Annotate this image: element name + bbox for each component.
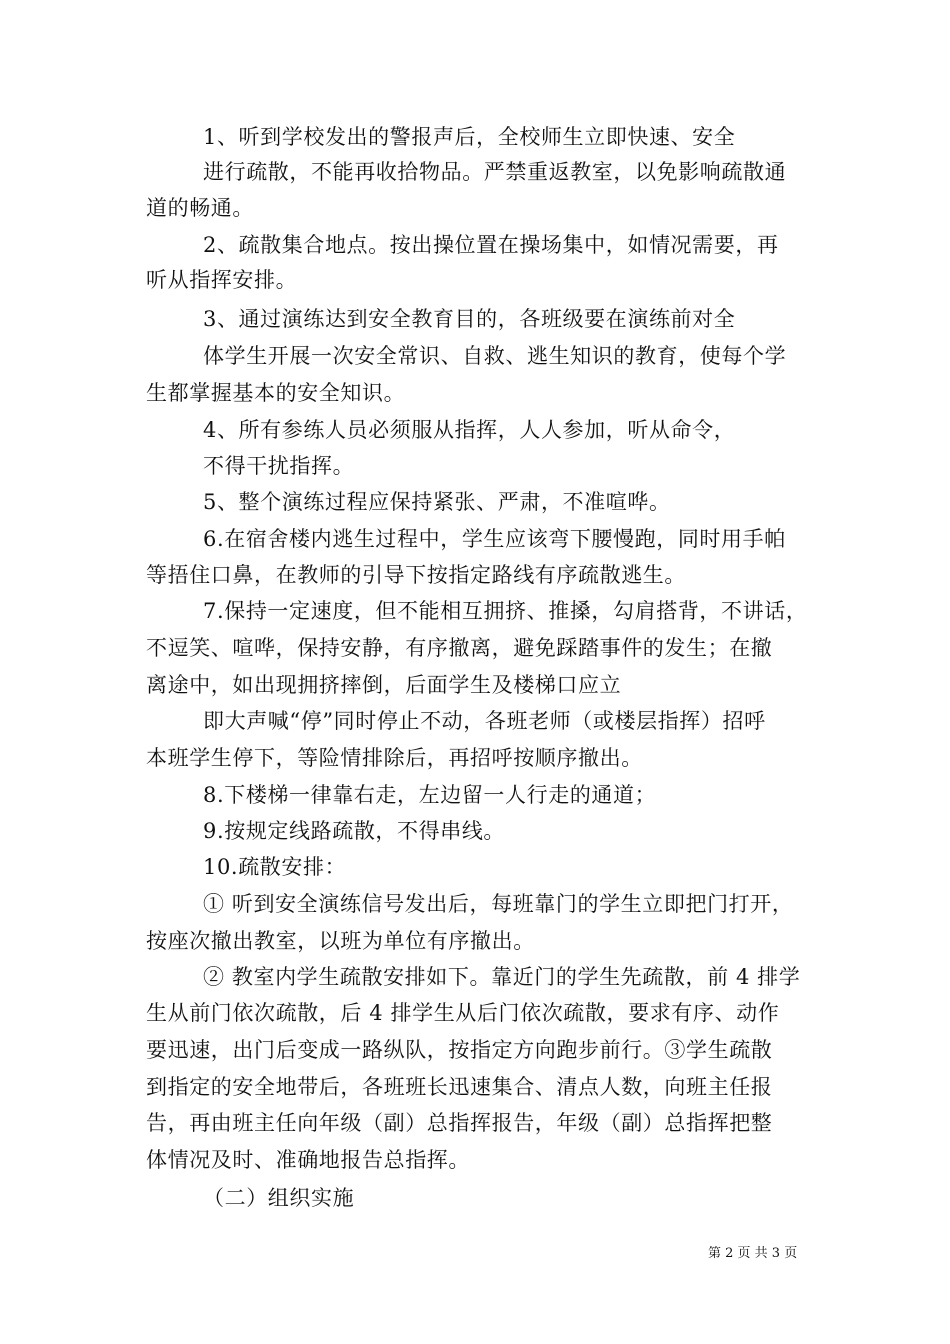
text-line: 体学生开展一次安全常识、自救、逃生知识的教育，使每个学 — [203, 344, 787, 368]
text-line: 要迅速，出门后变成一路纵队，按指定方向跑步前行。③学生疏散 — [146, 1038, 773, 1062]
text-line: 7.保持一定速度，但不能相互拥挤、推搡，勾肩搭背，不讲话， — [203, 599, 808, 623]
text-line: 1、听到学校发出的警报声后，全校师生立即快速、安全 — [203, 125, 736, 149]
text-line: 生都掌握基本的安全知识。 — [146, 381, 406, 405]
text-line: 等捂住口鼻，在教师的引导下按指定路线有序疏散逃生。 — [146, 563, 686, 587]
text-line: 按座次撤出教室，以班为单位有序撤出。 — [146, 929, 535, 953]
text-line: 体情况及时、准确地报告总指挥。 — [146, 1148, 470, 1172]
text-line: 3、通过演练达到安全教育目的，各班级要在演练前对全 — [203, 307, 736, 331]
text-line: 生从前门依次疏散，后 4 排学生从后门依次疏散，要求有序、动作 — [146, 1001, 780, 1025]
text-line: 4、所有参练人员必须服从指挥，人人参加，听从命令， — [203, 418, 736, 442]
text-line: 到指定的安全地带后，各班班长迅速集合、清点人数，向班主任报 — [146, 1075, 773, 1099]
text-line: 5、整个演练过程应保持紧张、严肃，不准喧哗。 — [203, 490, 671, 514]
text-line: 6.在宿舍楼内逃生过程中，学生应该弯下腰慢跑，同时用手帕 — [203, 527, 786, 551]
page-number: 第 2 页 共 3 页 — [708, 1246, 798, 1261]
text-line: 道的畅通。 — [146, 196, 254, 220]
section-heading: （二）组织实施 — [203, 1186, 355, 1210]
text-line: ② 教室内学生疏散安排如下。靠近门的学生先疏散，前 4 排学 — [203, 965, 801, 989]
text-line: 2、疏散集合地点。按出操位置在操场集中，如情况需要，再 — [203, 233, 779, 257]
text-line: 告，再由班主任向年级（副）总指挥报告，年级（副）总指挥把整 — [146, 1111, 773, 1135]
text-line: ① 听到安全演练信号发出后，每班靠门的学生立即把门打开， — [203, 892, 794, 916]
text-line: 听从指挥安排。 — [146, 268, 298, 292]
text-line: 9.按规定线路疏散，不得串线。 — [203, 819, 506, 843]
text-line: 8.下楼梯一律靠右走，左边留一人行走的通道； — [203, 783, 657, 807]
text-line: 进行疏散，不能再收拾物品。严禁重返教室，以免影响疏散通 — [203, 160, 787, 184]
text-line: 即大声喊“停”同时停止不动，各班老师（或楼层指挥）招呼 — [203, 709, 766, 733]
text-line: 不得干扰指挥。 — [203, 454, 355, 478]
text-line: 离途中，如出现拥挤摔倒，后面学生及楼梯口应立 — [146, 673, 622, 697]
text-line: 本班学生停下，等险情排除后，再招呼按顺序撤出。 — [146, 746, 643, 770]
text-line: 不逗笑、喧哗，保持安静，有序撤离，避免踩踏事件的发生；在撤 — [146, 636, 773, 660]
text-line: 10.疏散安排： — [203, 855, 347, 879]
